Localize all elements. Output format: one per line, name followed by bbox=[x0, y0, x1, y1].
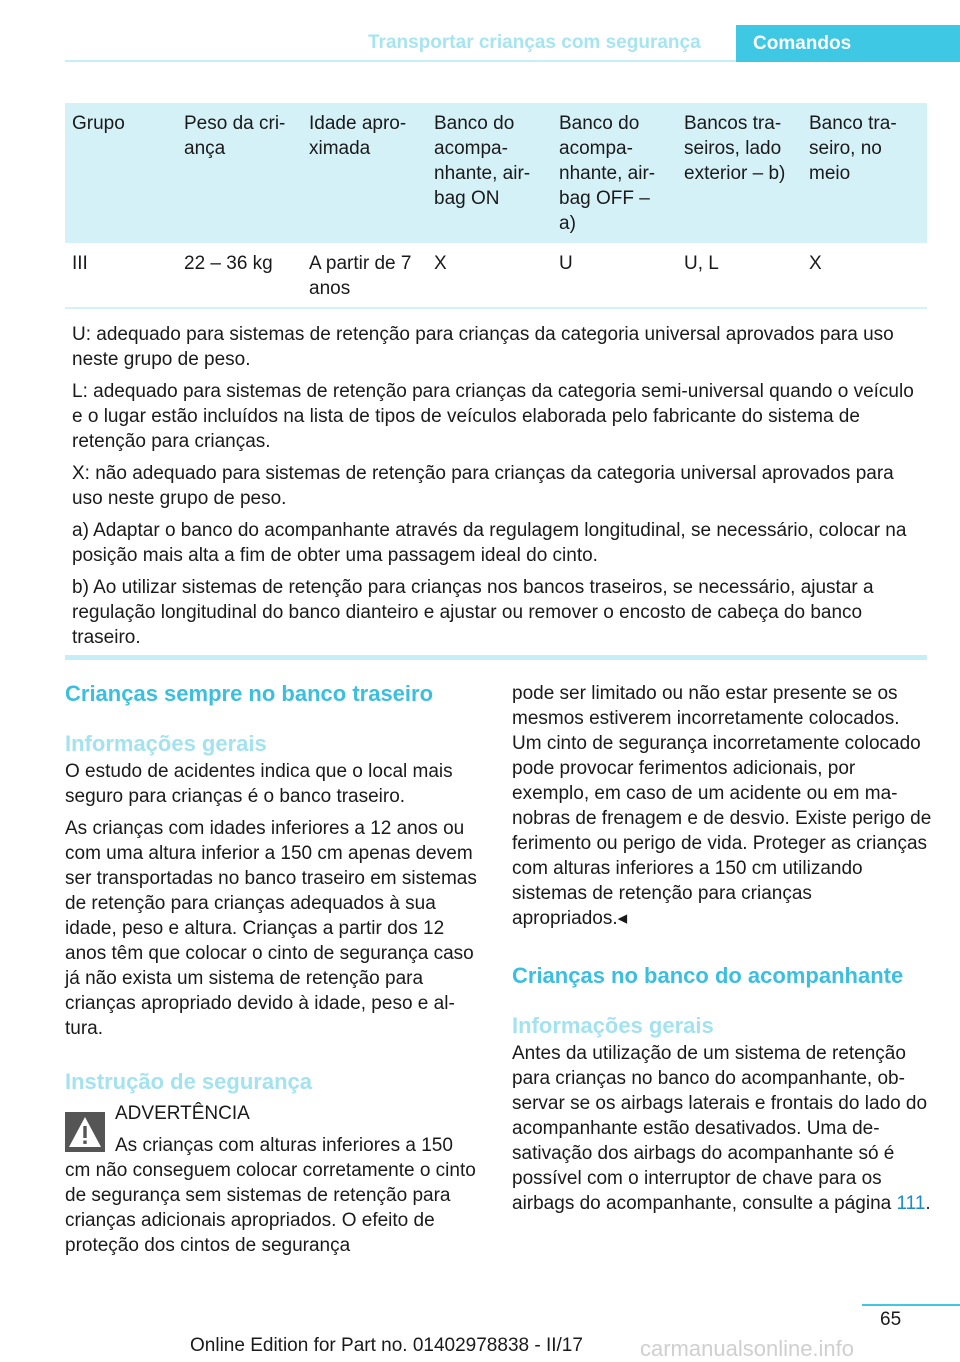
table-notes bbox=[72, 322, 922, 657]
watermark: carmanualsonline.info bbox=[640, 1336, 855, 1361]
child-seat-table bbox=[65, 103, 927, 309]
paragraph-end: . bbox=[925, 1193, 931, 1214]
page-number: 65 bbox=[880, 1309, 902, 1330]
warning-icon bbox=[65, 1112, 105, 1152]
warning-text: As crianças com alturas inferiores a 150 cm não conseguem colocar corretamente o cinto de segurança sem sistemas de retenção para crianças adicionais apropriados. O efeito de proteção dos cintos de segurança bbox=[65, 1135, 476, 1256]
column-header: Banco do acompa-nhante, air-bag ON bbox=[434, 113, 531, 209]
note: X: não adequado para sistemas de retenção para crianças da categoria universal aprovados para uso neste grupo de peso. bbox=[72, 463, 894, 509]
column-header: Grupo bbox=[72, 113, 125, 134]
breadcrumb[interactable]: Transportar crianças com segurança bbox=[368, 32, 701, 53]
subheading: Instrução de segurança bbox=[65, 1069, 312, 1094]
column-header: Banco tra-seiro, no meio bbox=[809, 113, 897, 184]
table-row bbox=[65, 243, 927, 308]
subheading: Informações gerais bbox=[65, 731, 267, 756]
right-column bbox=[512, 681, 932, 1223]
page-link[interactable]: 111 bbox=[896, 1193, 926, 1214]
paragraph: Antes da utilização de um sistema de retenção para crianças no banco do acompanhante, observar se os airbags laterais e frontais do lado do acompanhante estão desativados. Uma desativação dos airbags do acompanhante só é possível com o interruptor de chave para os airbags do acompanhante, consulte a página bbox=[512, 1043, 928, 1214]
table-header-row bbox=[65, 103, 927, 243]
paragraph: As crianças com idades inferiores a 12 anos ou com uma altura inferior a 150 cm apenas devem ser transportadas no banco traseiro em sistemas de retenção para crianças adequados à sua idade, peso e altura. Crianças a partir dos 12 anos têm que colocar o cinto de segurança caso já não exista um sistema de retenção para crianças apropriado devido à idade, peso e altura. bbox=[65, 818, 477, 1039]
table-cell: X bbox=[427, 243, 552, 308]
section-heading: Crianças sempre no banco traseiro bbox=[65, 681, 434, 706]
section-tab[interactable]: Comandos bbox=[736, 25, 960, 62]
table-cell: III bbox=[65, 243, 177, 308]
note: b) Ao utilizar sistemas de retenção para crianças nos bancos traseiros, se necessário, ajustar a regulação longitudinal do banco dianteiro e ajustar ou remover o encosto de cabeça do banco traseiro. bbox=[72, 577, 874, 648]
section-heading: Crianças no banco do acompanhante bbox=[512, 963, 904, 988]
subheading: Informações gerais bbox=[512, 1013, 714, 1038]
warning-title: ADVERTÊNCIA bbox=[115, 1103, 250, 1124]
footer-line bbox=[862, 1304, 960, 1306]
column-header: Idade apro-ximada bbox=[309, 113, 407, 159]
section-divider bbox=[65, 655, 927, 660]
note: L: adequado para sistemas de retenção para crianças da categoria semi-universal quando o veículo e o lugar estão incluídos na lista de tipos de veículos elaborada pelo fabricante do sistema de retenção para crianças. bbox=[72, 381, 914, 452]
column-header: Peso da cri-ança bbox=[184, 113, 286, 159]
table-cell: U bbox=[552, 243, 677, 308]
note: U: adequado para sistemas de retenção para crianças da categoria universal aprovados para uso neste grupo de peso. bbox=[72, 324, 894, 370]
edition-text: Online Edition for Part no. 01402978838 - II/17 bbox=[190, 1335, 583, 1356]
table-cell: X bbox=[802, 243, 927, 308]
column-header: Bancos tra-seiros, lado exterior – b) bbox=[684, 113, 786, 184]
paragraph: O estudo de acidentes indica que o local mais seguro para crianças é o banco traseiro. bbox=[65, 761, 453, 807]
header-divider bbox=[65, 60, 736, 62]
left-column bbox=[65, 679, 483, 1265]
paragraph: pode ser limitado ou não estar presente se os mesmos estiverem incorretamente colocados. Um cinto de segurança incorretamente colocado pode provocar ferimentos adicionais, por exemplo, em caso de um acidente ou em manobras de frenagem e de desvio. Existe perigo de ferimento ou perigo de vida. Proteger as crianças com alturas inferiores a 150 cm utilizando sistemas de retenção para crianças apropriados.◂ bbox=[512, 683, 932, 929]
table-cell: A partir de 7 anos bbox=[302, 243, 427, 308]
column-header: Banco do acompa-nhante, air-bag OFF – a) bbox=[559, 113, 656, 234]
table-cell: U, L bbox=[677, 243, 802, 308]
table-cell: 22 – 36 kg bbox=[177, 243, 302, 308]
note: a) Adaptar o banco do acompanhante através da regulagem longitudinal, se necessário, colocar na posição mais alta a fim de obter uma passagem ideal do cinto. bbox=[72, 520, 907, 566]
